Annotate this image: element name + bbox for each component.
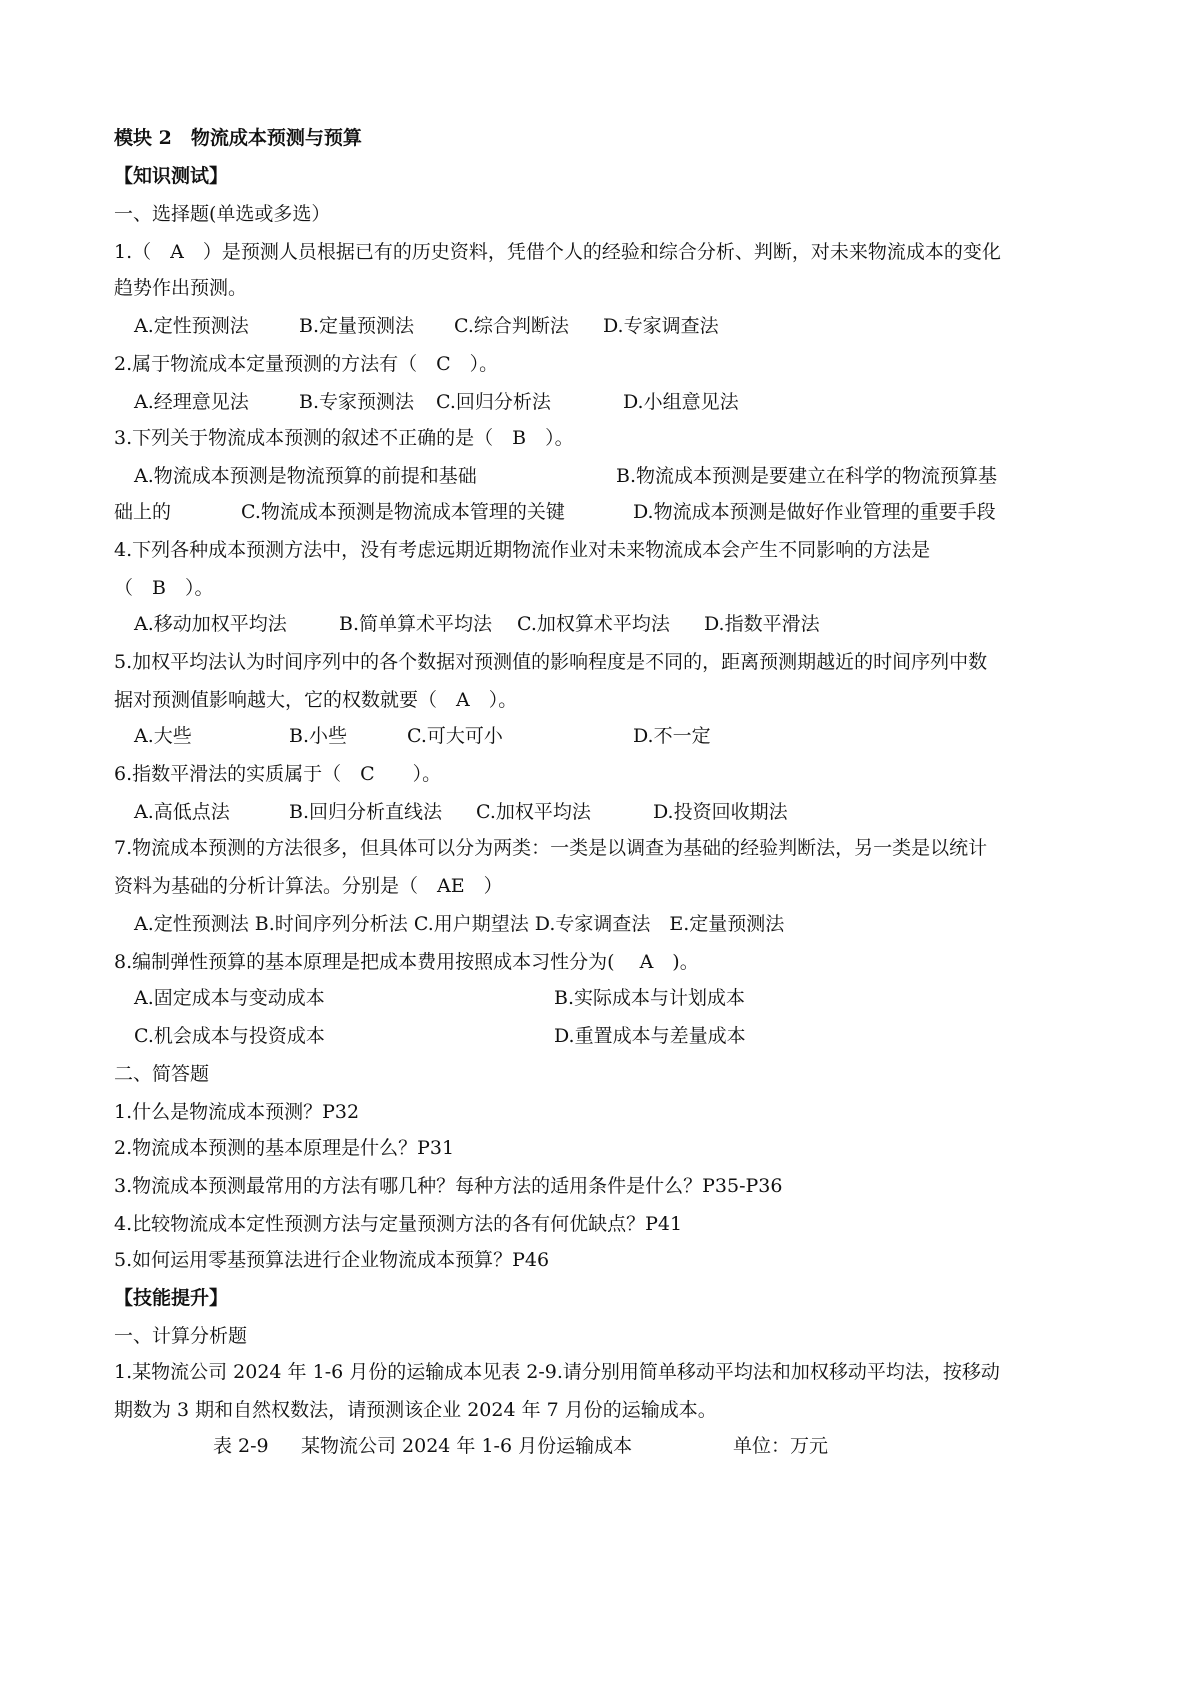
q1-option-a: A.定性预测法 — [134, 315, 249, 337]
q2-option-b: B.专家预测法 — [299, 391, 415, 413]
q5-option-a: A.大些 — [134, 725, 192, 747]
q5-option-c: C.可大可小 — [407, 725, 503, 747]
question-8-line-1: 8.编制弹性预算的基本原理是把成本费用按照成本习性分为( A )。 — [114, 951, 699, 973]
q4-option-c: C.加权算术平均法 — [517, 613, 670, 635]
calculation-question-1-line-2: 期数为 3 期和自然权数法，请预测该企业 2024 年 7 月份的运输成本。 — [114, 1399, 717, 1421]
q3-option-b: B.物流成本预测是要建立在科学的物流预算基 — [616, 465, 998, 487]
q3-option-d: D.物流成本预测是做好作业管理的重要手段 — [633, 501, 996, 523]
q4-option-b: B.简单算术平均法 — [339, 613, 493, 635]
short-answer-item: 5.如何运用零基预算法进行企业物流成本预算？P46 — [114, 1249, 550, 1271]
short-answer-section-heading: 二、简答题 — [114, 1063, 210, 1085]
q2-option-d: D.小组意见法 — [623, 391, 739, 413]
question-7-line-1: 7.物流成本预测的方法很多，但具体可以分为两类：一类是以调查为基础的经验判断法，另一类是以统计 — [114, 837, 988, 859]
q6-option-d: D.投资回收期法 — [653, 801, 788, 823]
q8-option-c: C.机会成本与投资成本 — [134, 1025, 325, 1047]
question-4-line-2: （ B ）。 — [114, 577, 214, 599]
module-title: 模块 2 物流成本预测与预算 — [114, 127, 362, 149]
question-4-line-1: 4.下列各种成本预测方法中，没有考虑远期近期物流作业对未来物流成本会产生不同影响的方法是 — [114, 539, 931, 561]
q2-option-a: A.经理意见法 — [134, 391, 249, 413]
q5-option-b: B.小些 — [289, 725, 348, 747]
question-5-line-2: 据对预测值影响越大，它的权数就要（ A ）。 — [114, 689, 518, 711]
question-6-line-1: 6.指数平滑法的实质属于（ C ）。 — [114, 763, 442, 785]
choice-section-heading: 一、选择题(单选或多选） — [114, 203, 331, 225]
short-answer-item: 4.比较物流成本定性预测方法与定量预测方法的各有何优缺点？P41 — [114, 1213, 683, 1235]
table-number: 表 2-9 — [213, 1435, 269, 1457]
table-title: 某物流公司 2024 年 1-6 月份运输成本 — [301, 1435, 633, 1457]
calculation-section-heading: 一、计算分析题 — [114, 1325, 248, 1347]
knowledge-test-heading: 【知识测试】 — [114, 165, 229, 187]
q8-option-a: A.固定成本与变动成本 — [134, 987, 325, 1009]
short-answer-item: 1.什么是物流成本预测？P32 — [114, 1101, 360, 1123]
q4-option-d: D.指数平滑法 — [704, 613, 820, 635]
question-2-line-1: 2.属于物流成本定量预测的方法有（ C ）。 — [114, 353, 499, 375]
question-7-options: A.定性预测法 B.时间序列分析法 C.用户期望法 D.专家调查法 E.定量预测法 — [134, 913, 785, 935]
q8-option-d: D.重置成本与差量成本 — [554, 1025, 746, 1047]
skill-improvement-heading: 【技能提升】 — [114, 1287, 229, 1309]
q1-option-b: B.定量预测法 — [299, 315, 415, 337]
question-1-line-1: 1.（ A ）是预测人员根据已有的历史资料，凭借个人的经验和综合分析、判断，对未来物流成本的变化 — [114, 241, 1001, 263]
q6-option-b: B.回归分析直线法 — [289, 801, 443, 823]
q3-option-b-continued: 础上的 — [114, 501, 172, 523]
q4-option-a: A.移动加权平均法 — [134, 613, 287, 635]
q6-option-c: C.加权平均法 — [476, 801, 591, 823]
calculation-question-1-line-1: 1.某物流公司 2024 年 1-6 月份的运输成本见表 2-9.请分别用简单移动平均法和加权移动平均法，按移动 — [114, 1361, 1000, 1383]
short-answer-item: 3.物流成本预测最常用的方法有哪几种？每种方法的适用条件是什么？P35-P36 — [114, 1175, 783, 1197]
q8-option-b: B.实际成本与计划成本 — [554, 987, 746, 1009]
question-7-line-2: 资料为基础的分析计算法。分别是（ AE ） — [114, 875, 503, 897]
q3-option-c: C.物流成本预测是物流成本管理的关键 — [241, 501, 565, 523]
short-answer-item: 2.物流成本预测的基本原理是什么？P31 — [114, 1137, 455, 1159]
q5-option-d: D.不一定 — [633, 725, 711, 747]
q3-option-a: A.物流成本预测是物流预算的前提和基础 — [134, 465, 477, 487]
q1-option-d: D.专家调查法 — [603, 315, 719, 337]
question-5-line-1: 5.加权平均法认为时间序列中的各个数据对预测值的影响程度是不同的，距离预测期越近的时间序列中数 — [114, 651, 988, 673]
q1-option-c: C.综合判断法 — [454, 315, 569, 337]
q2-option-c: C.回归分析法 — [436, 391, 551, 413]
table-unit: 单位：万元 — [733, 1435, 829, 1457]
q6-option-a: A.高低点法 — [134, 801, 230, 823]
question-3-line-1: 3.下列关于物流成本预测的叙述不正确的是（ B ）。 — [114, 427, 574, 449]
question-1-line-2: 趋势作出预测。 — [114, 277, 248, 299]
